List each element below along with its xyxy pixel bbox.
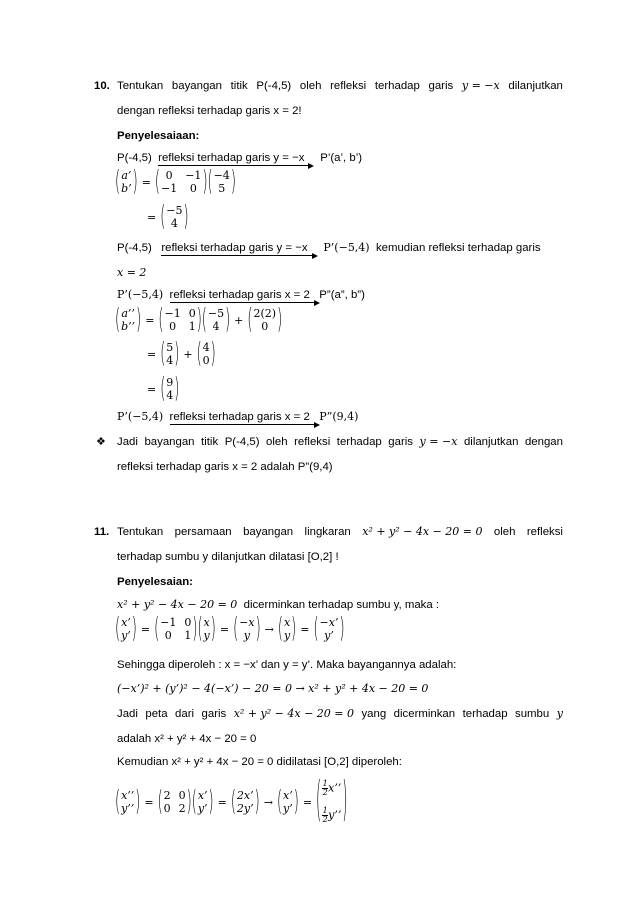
- question-11-number: 11.: [94, 526, 110, 538]
- question-10-equation-1-result: = ( −5 4 ): [147, 201, 189, 234]
- question-10-step-4: P’(−5,4) refleksi terhadap garis x = 2 P”(9,4): [117, 410, 359, 423]
- question-10-text-line-2: dengan refleksi terhadap garis x = 2!: [117, 105, 302, 117]
- question-11-step-3: (−x’)² + (y’)² − 4(−x’) − 20 = 0 → x² + y² + 4x − 20 = 0: [117, 682, 429, 695]
- question-10-step-2: P(-4,5) refleksi terhadap garis y = −x P’(−5,4) kemudian refleksi terhadap garis: [117, 241, 541, 254]
- diamond-bullet-icon: ❖: [96, 436, 106, 448]
- question-10-equation-3: = ( 5 4 ) + ( 4 0 ): [147, 338, 216, 371]
- question-11-text-line-1: Tentukan persamaan bayangan lingkaran x² + y² − 4x − 20 = 0 oleh refleksi: [117, 525, 563, 538]
- question-11-matrix-1: ( x’ y’ ) = ( −1 0 0 1 ) ( x y ) = ( −x y ) → ( x y ) = ( −x’ y’ ): [115, 613, 345, 646]
- question-10-equation-2: ( a’’ b’’ ) = ( −1 0 0 1 ) ( −5 4 ) + ( 2(2) 0 ): [115, 304, 283, 337]
- question-10-number: 10.: [94, 80, 110, 92]
- transform-arrow: refleksi terhadap garis x = 2: [169, 411, 310, 423]
- question-10-solution-label: Penyelesaiaan:: [117, 130, 200, 142]
- question-11-step-6: Kemudian x² + y² + 4x − 20 = 0 didilatasi [O,2] diperoleh:: [117, 756, 402, 768]
- question-10-step-1: P(-4,5) refleksi terhadap garis y = −x P’(a’, b’): [117, 152, 363, 164]
- question-11-step-1: x² + y² − 4x − 20 = 0 dicerminkan terhadap sumbu y, maka :: [117, 598, 440, 611]
- question-10-step-3: P’(−5,4) refleksi terhadap garis x = 2 P”(a”, b”): [117, 288, 365, 301]
- question-11-step-2: Sehingga diperoleh : x = −x’ dan y = y’. Maka bayangannya adalah:: [117, 659, 457, 671]
- question-11-matrix-2: ( x’’ y’’ ) = ( 2 0 0 2 ) ( x’ y’ ) = ( 2x’ 2y’ ) → ( x’ y’ ) = ( $\frac{1}{2}$ x’’ $\frac{1}{2}$ y’’ ): [115, 775, 348, 829]
- question-11-solution-label: Penyelesaian:: [117, 576, 193, 588]
- transform-arrow: refleksi terhadap garis x = 2: [169, 289, 310, 301]
- transform-arrow: refleksi terhadap garis y = −x: [161, 242, 308, 254]
- question-11-step-4: Jadi peta dari garis x² + y² − 4x − 20 = 0 yang dicerminkan terhadap sumbu y: [117, 707, 563, 720]
- question-11-text-line-2: terhadap sumbu y dilanjutkan dilatasi [O,2] !: [117, 551, 339, 563]
- question-10-equation-4: = ( 9 4 ): [147, 373, 180, 406]
- question-10-text-line-1: Tentukan bayangan titik P(-4,5) oleh refleksi terhadap garis y = −x dilanjutkan: [117, 79, 563, 92]
- question-10-equation-1: ( a’ b’ ) = ( 0 −1 −1 0 ) ( −4 5 ): [115, 166, 236, 199]
- question-10-conclusion-line-1: Jadi bayangan titik P(-4,5) oleh refleksi terhadap garis y = −x dilanjutkan dengan: [117, 435, 563, 448]
- question-11-step-5: adalah x² + y² + 4x − 20 = 0: [117, 733, 257, 745]
- transform-arrow: refleksi terhadap garis y = −x: [158, 152, 305, 164]
- question-10-conclusion-line-2: refleksi terhadap garis x = 2 adalah P”(9,4): [117, 461, 333, 473]
- question-10-step-2-line-2: x = 2: [117, 266, 147, 279]
